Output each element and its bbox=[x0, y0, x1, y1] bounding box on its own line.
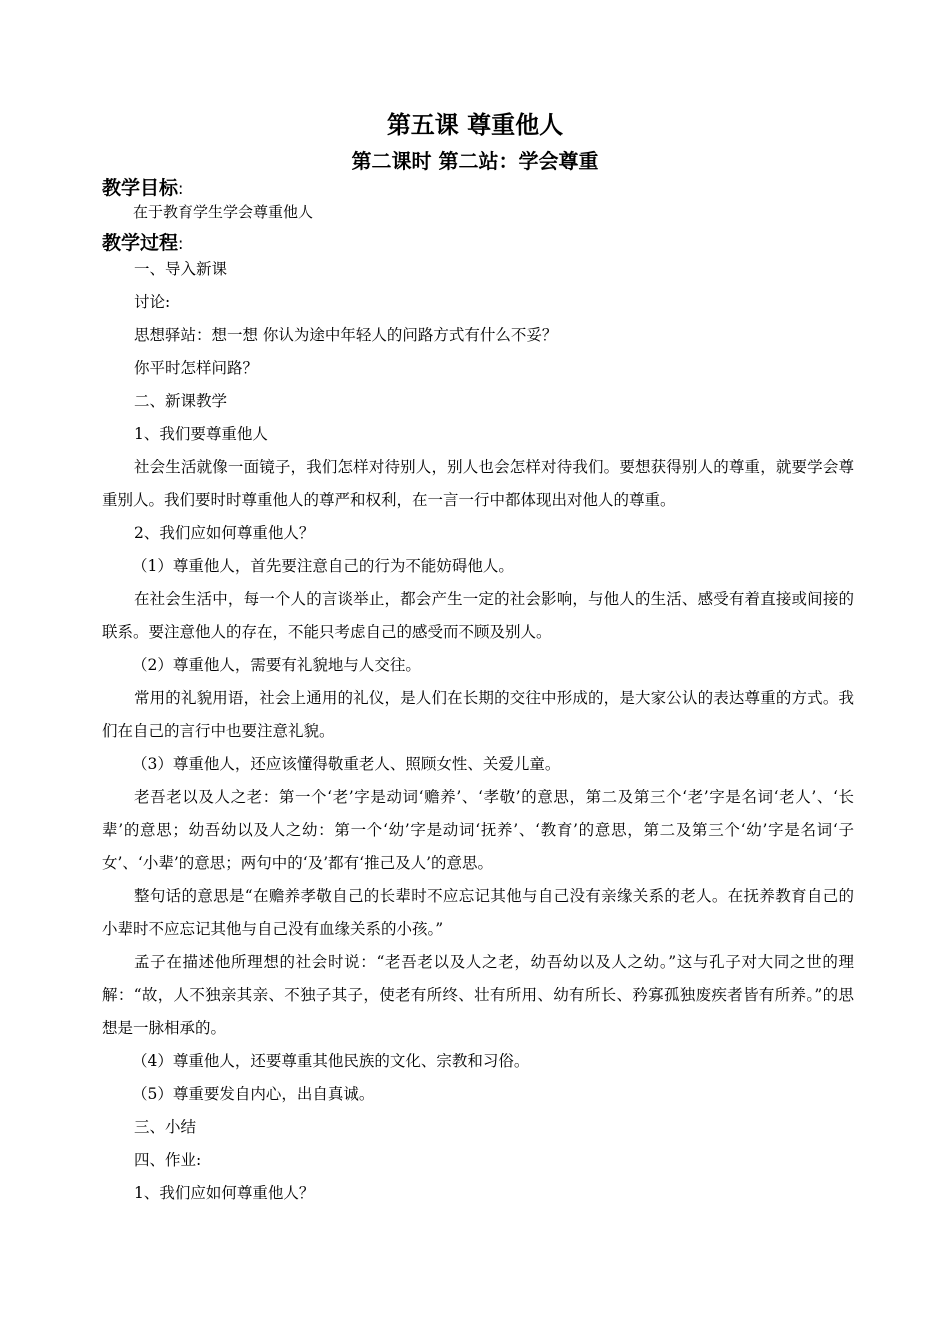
paragraph-social-life: 在社会生活中，每一个人的言谈举止，都会产生一定的社会影响，与他人的生活、感受有着直接或间接的联系。要注意他人的存在，不能只考虑自己的感受而不顾及别人。 bbox=[102, 590, 854, 641]
paragraph-thought-station: 思想驿站：想一想 你认为途中年轻人的问路方式有什么不妥？ bbox=[134, 326, 558, 344]
paragraph-item-2: （2）尊重他人，需要有礼貌地与人交往。 bbox=[132, 656, 421, 674]
paragraph-new-lesson-section: 二、新课教学 bbox=[134, 392, 228, 410]
paragraph-mencius: 孟子在描述他所理想的社会时说：“老吾老以及人之老，幼吾幼以及人之幼。”这与孔子对大同之世的理解：“故，人不独亲其亲、不独子其子，使老有所终、壮有所用、幼有所长、矜寡孤独废疾者皆有所养。”的思想是一脉相承的。 bbox=[102, 953, 854, 1037]
paragraph-etiquette: 常用的礼貌用语，社会上通用的礼仪，是人们在长期的交往中形成的，是大家公认的表达尊重的方式。我们在自己的言行中也要注意礼貌。 bbox=[102, 689, 854, 740]
teaching-process-heading-text: 教学过程 bbox=[102, 232, 179, 254]
paragraph-item-4: （4）尊重他人，还要尊重其他民族的文化、宗教和习俗。 bbox=[132, 1052, 530, 1070]
teaching-goal-heading-colon: : bbox=[178, 179, 184, 198]
paragraph-summary-section: 三、小结 bbox=[134, 1118, 197, 1136]
paragraph-intro-section: 一、导入新课 bbox=[134, 260, 228, 278]
paragraph-item-3: （3）尊重他人，还应该懂得敬重老人、照顾女性、关爱儿童。 bbox=[132, 755, 561, 773]
paragraph-homework-question: 1、我们应如何尊重他人？ bbox=[134, 1184, 315, 1202]
paragraph-item-5: （5）尊重要发自内心，出自真诚。 bbox=[132, 1085, 375, 1103]
teaching-goal-heading-text: 教学目标 bbox=[102, 177, 179, 199]
paragraph-ask-way: 你平时怎样问路？ bbox=[134, 359, 259, 377]
paragraph-meaning: 整句话的意思是“在赡养孝敬自己的长辈时不应忘记其他与自己没有亲缘关系的老人。在抚养教育自己的小辈时不应忘记其他与自己没有血缘关系的小孩。” bbox=[102, 887, 854, 938]
paragraph-point-2: 2、我们应如何尊重他人？ bbox=[134, 524, 315, 542]
teaching-process-heading-colon: : bbox=[178, 234, 184, 253]
teaching-goal-text: 在于教育学生学会尊重他人 bbox=[133, 203, 314, 221]
document-subtitle: 第二课时 第二站：学会尊重 bbox=[351, 149, 599, 173]
teaching-goal-heading bbox=[102, 174, 183, 203]
paragraph-explanation: 老吾老以及人之老：第一个‘老’字是动词‘赡养’、‘孝敬’的意思，第二及第三个‘老’字是名词‘老人’、‘长辈’的意思；幼吾幼以及人之幼：第一个‘幼’字是动词‘抚养’、‘教育’的意思，第二及第三个‘幼’字是名词‘子女’、‘小辈’的意思；两句中的‘及’都有‘推己及人’的意思。 bbox=[102, 788, 854, 872]
lesson-body bbox=[102, 253, 854, 1210]
paragraph-item-1: （1）尊重他人，首先要注意自己的行为不能妨碍他人。 bbox=[132, 557, 514, 575]
paragraph-discussion: 讨论: bbox=[134, 293, 171, 311]
paragraph-mirror: 社会生活就像一面镜子，我们怎样对待别人，别人也会怎样对待我们。要想获得别人的尊重，就要学会尊重别人。我们要时时尊重他人的尊严和权利，在一言一行中都体现出对他人的尊重。 bbox=[102, 458, 854, 509]
document-title: 第五课 尊重他人 bbox=[386, 111, 564, 139]
paragraph-homework-section: 四、作业: bbox=[134, 1151, 202, 1169]
paragraph-point-1: 1、我们要尊重他人 bbox=[134, 425, 268, 443]
